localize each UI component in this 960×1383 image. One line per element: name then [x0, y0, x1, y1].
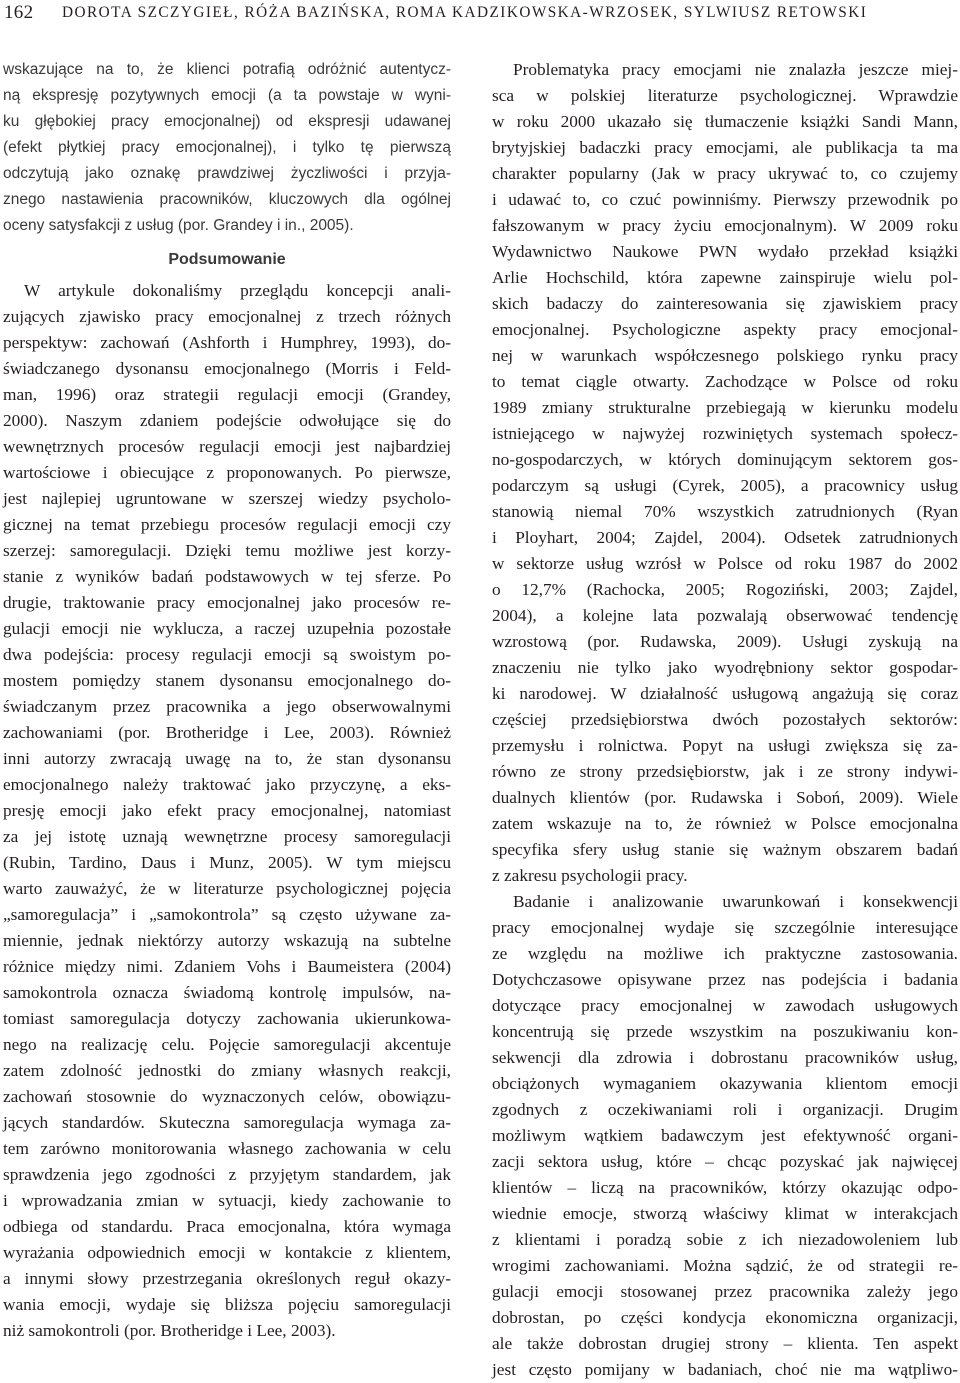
text-line: presję emocji jako efekt pracy emocjonalnej, natomiast — [3, 801, 451, 820]
text-line: klientów – liczą na pracowników, którzy okazując odpo- — [492, 1178, 958, 1197]
text-line: obciążonych wymaganiem okazywania klientom emocji — [492, 1074, 958, 1093]
intro-paragraph — [3, 57, 451, 239]
text-line: gulacji emocji nie wyklucza, a raczej uzupełnia pozostałe — [3, 619, 451, 638]
text-line: 2000). Naszym zdaniem podejście odwołujące się do — [3, 411, 451, 430]
text-line: i wprowadzania zmian w sytuacji, kiedy zachowanie to — [3, 1191, 451, 1210]
text-line: koncentrują się przede wszystkim na poszukiwaniu kon- — [492, 1022, 958, 1041]
text-line: wiednie emocje, stworzą właściwy klimat w interakcjach — [492, 1204, 958, 1223]
text-line: w sektorze usług wzrósł w Polsce od roku 1987 do 2002 — [492, 554, 958, 573]
text-line: wartościowe i obiecujące z proponowanych. Po pierwsze, — [3, 463, 451, 482]
text-line: skich badaczy do zainteresowania się zjawiskiem pracy — [492, 294, 958, 313]
text-line: znaczeniu nie tylko jako wyodrębniony sektor gospodar- — [492, 658, 958, 677]
text-line: szerzej: samoregulacji. Dzięki temu możliwe jest korzy- — [3, 541, 451, 560]
text-line: świadczanym przez pracownika a jego obserwowalnymi — [3, 697, 451, 716]
text-line: o 12,7% (Rachocka, 2005; Rogoziński, 2003; Zajdel, — [492, 580, 958, 599]
text-line: nej w warunkach współczesnego polskiego rynku pracy — [492, 346, 958, 365]
summary-paragraph — [3, 278, 451, 1344]
page-header — [0, 0, 960, 40]
text-line: man, 1996) oraz strategii regulacji emocji (Grandey, — [3, 385, 451, 404]
text-line: gicznej na temat przebiegu procesów regulacji emocji czy — [3, 515, 451, 534]
text-line: warto zauważyć, że w literaturze psychologicznej pojęcia — [3, 879, 451, 898]
text-line: dotyczące pracy emocjonalnej w zawodach usługowych — [492, 996, 958, 1015]
text-line: specyfika sfery usług stanie się ważnym obszarem badań — [492, 840, 958, 859]
text-line: Badanie i analizowanie uwarunkowań i konsekwencji — [513, 892, 958, 911]
text-line: zgodnych z oczekiwaniami roli i organizacji. Drugim — [492, 1100, 958, 1119]
right-column — [492, 57, 958, 1383]
text-line: podarczym są usługi (Cyrek, 2005), a pracownicy usług — [492, 476, 958, 495]
text-line: sekwencji dla zdrowia i dobrostanu pracowników usług, — [492, 1048, 958, 1067]
text-line: Dotychczasowe opisywane przez nas podejścia i badania — [492, 970, 958, 989]
text-line: odczytują jako oznakę prawdziwej życzliwości i przyja- — [3, 165, 451, 182]
text-line: emocjonalnego należy traktować jako przyczynę, a eks- — [3, 775, 451, 794]
text-line: jących standardów. Skuteczna samoregulacja wymaga za- — [3, 1113, 451, 1132]
text-line: wewnętrznych procesów regulacji emocji jest najbardziej — [3, 437, 451, 456]
left-column — [3, 57, 451, 1344]
text-line: dobrostan, po części kondycja ekonomiczna organizacji, — [492, 1308, 958, 1327]
text-line: jest często pomijany w badaniach, choć nie ma wątpliwo- — [492, 1360, 958, 1379]
text-line: możliwym wątkiem badawczym jest efektywność organi- — [492, 1126, 958, 1145]
text-line: z klientami i poradzą sobie z ich niezadowoleniem lub — [492, 1230, 958, 1249]
text-line: no-gospodarczych, w których dominującym sektorem gos- — [492, 450, 958, 469]
paragraph-problematyka — [492, 57, 958, 889]
text-line: i Ployhart, 2004; Zajdel, 2004). Odsetek zatrudnionych — [492, 528, 958, 547]
paragraph-badanie — [492, 889, 958, 1383]
text-line: częściej przedsiębiorstwa dwóch pozostałych sektorów: — [492, 710, 958, 729]
text-line: 1989 zmiany strukturalne przebiegają w kierunku modelu — [492, 398, 958, 417]
text-line: dualnych klientów (por. Rudawska i Soboń, 2009). Wiele — [492, 788, 958, 807]
text-line: ze względu na możliwe ich praktyczne zastosowania. — [492, 944, 958, 963]
text-line: wyrażania odpowiednich emocji w kontakcie z klientem, — [3, 1243, 451, 1262]
text-line: W artykule dokonaliśmy przeglądu koncepcji anali- — [24, 281, 451, 300]
running-head: DOROTA SZCZYGIEŁ, RÓŻA BAZIŃSKA, ROMA KADZIKOWSKA-WRZOSEK, SYLWIUSZ RETOWSKI — [62, 4, 868, 21]
text-line: sprawdzenia jego zgodności z przyjętym standardem, jak — [3, 1165, 451, 1184]
text-line: i udawać to, co czuć powinniśmy. Pierwszy przewodnik po — [492, 190, 958, 209]
text-line: pracy emocjonalnej wydaje się szczególnie interesujące — [492, 918, 958, 937]
text-line: sca w polskiej literaturze psychologicznej. Wprawdzie — [492, 86, 958, 105]
text-line: charakter popularny (Jak w pracy ukrywać to, co czujemy — [492, 164, 958, 183]
text-line: 2004), a kolejne lata pozwalają obserwować tendencję — [492, 606, 958, 625]
text-line: niż samokontroli (por. Brotheridge i Lee, 2003). — [3, 1321, 336, 1340]
text-line: z zakresu psychologii pracy. — [492, 866, 688, 885]
text-line: to temat ciągle otwarty. Zachodzące w Polsce od roku — [492, 372, 958, 391]
text-line: zachowań stosownie do wyznaczonych celów, obowiązu- — [3, 1087, 451, 1106]
text-line: tomiast samoregulacja dotyczy zachowania ukierunkowa- — [3, 1009, 451, 1028]
text-line: znego nastawienia pracowników, kluczowych dla ogólnej — [3, 191, 451, 208]
text-line: ale także dobrostan drugiej strony – klienta. Ten aspekt — [492, 1334, 958, 1353]
text-line: inni autorzy zwracają uwagę na to, że stan dysonansu — [3, 749, 451, 768]
text-line: wzrostową (por. Rudawska, 2009). Usługi zyskują na — [492, 632, 958, 651]
text-line: Wydawnictwo Naukowe PWN wydało przekład książki — [492, 242, 958, 261]
text-line: a innymi słowy przestrzegania określonych reguł okazy- — [3, 1269, 451, 1288]
text-line: fałszowanym w pracy życiu emocjonalnym). W 2009 roku — [492, 216, 958, 235]
section-heading-podsumowanie: Podsumowanie — [168, 251, 286, 268]
text-line: zachowaniami (por. Brotheridge i Lee, 2003). Również — [3, 723, 451, 742]
text-line: zatem wskazuje na to, że również w Polsce emocjonalna — [492, 814, 958, 833]
text-line: (efekt płytkiej pracy emocjonalnej), i tylko tę pierwszą — [3, 139, 451, 156]
text-line: wskazujące na to, że klienci potrafią odróżnić autentycz- — [3, 61, 451, 78]
text-line: tem zarówno monitorowania własnego zachowania w celu — [3, 1139, 451, 1158]
text-line: (Rubin, Tardino, Daus i Munz, 2005). W tym miejscu — [3, 853, 451, 872]
text-line: miennie, jednak niektórzy autorzy wskazują na subtelne — [3, 931, 451, 950]
text-line: dwa podejścia: procesy regulacji emocji są swoistym po- — [3, 645, 451, 664]
text-line: Arlie Hochschild, która zapewne zainspiruje wielu pol- — [492, 268, 958, 287]
text-line: nego na realizację celu. Pojęcie samoregulacji akcentuje — [3, 1035, 451, 1054]
text-line: stanie z wyników badań podstawowych w tej sferze. Po — [3, 567, 451, 586]
text-line: zatem zdolność jednostki do zmiany własnych reakcji, — [3, 1061, 451, 1080]
text-line: odbiega od standardu. Praca emocjonalna, która wymaga — [3, 1217, 451, 1236]
text-line: drugie, traktowanie pracy emocjonalnej jako procesów re- — [3, 593, 451, 612]
text-line: istniejącego w najwyżej rozwiniętych systemach społecz- — [492, 424, 958, 443]
text-line: jest najlepiej ugruntowane w szerszej wiedzy psycholo- — [3, 489, 451, 508]
text-line: zacji sektora usług, które – chcąc pozyskać jak najwięcej — [492, 1152, 958, 1171]
text-line: różnice między nimi. Zdaniem Vohs i Baumeistera (2004) — [3, 957, 451, 976]
text-line: równo ze strony przedsiębiorstw, jak i ze strony indywi- — [492, 762, 958, 781]
text-line: samokontrola oznacza świadomą kontrolę impulsów, na- — [3, 983, 451, 1002]
page-number: 162 — [4, 2, 34, 23]
text-line: stanowią niemal 70% wszystkich zatrudnionych (Ryan — [492, 502, 958, 521]
text-line: ki narodowej. W działalność usługową angażują się coraz — [492, 684, 958, 703]
text-line: Problematyka pracy emocjami nie znalazła jeszcze miej- — [513, 60, 958, 79]
text-line: brytyjskiej badaczki pracy emocjami, ale publikacja ta ma — [492, 138, 958, 157]
text-line: oceny satysfakcji z usług (por. Grandey i in., 2005). — [3, 217, 354, 234]
text-line: świadczanego dysonansu emocjonalnego (Morris i Feld- — [3, 359, 451, 378]
text-line: gulacji emocji stosowanej przez pracownika zależy jego — [492, 1282, 958, 1301]
text-line: w roku 2000 ukazało się tłumaczenie książki Sandi Mann, — [492, 112, 958, 131]
text-line: „samoregulacja” i „samokontrola” są często używane za- — [3, 905, 451, 924]
text-line: mostem pomiędzy stanem dysonansu emocjonalnego do- — [3, 671, 451, 690]
text-line: przemysłu i rolnictwa. Popyt na usługi zwiększa się za- — [492, 736, 958, 755]
text-line: za jej istotę uznają wewnętrzne procesy samoregulacji — [3, 827, 451, 846]
text-line: wania emocji, wydaje się bliższa pojęciu samoregulacji — [3, 1295, 451, 1314]
text-line: wrogimi zachowaniami. Można sądzić, że od strategii re- — [492, 1256, 958, 1275]
text-line: perspektyw: zachowań (Ashforth i Humphrey, 1993), do- — [3, 333, 451, 352]
text-line: ku głębokiej pracy emocjonalnej) od ekspresji udawanej — [3, 113, 451, 130]
text-line: emocjonalnej. Psychologiczne aspekty pracy emocjonal- — [492, 320, 958, 339]
text-line: zujących zjawisko pracy emocjonalnej z trzech różnych — [3, 307, 451, 326]
text-line: ną ekspresję pozytywnych emocji (a ta powstaje w wyni- — [3, 87, 451, 104]
